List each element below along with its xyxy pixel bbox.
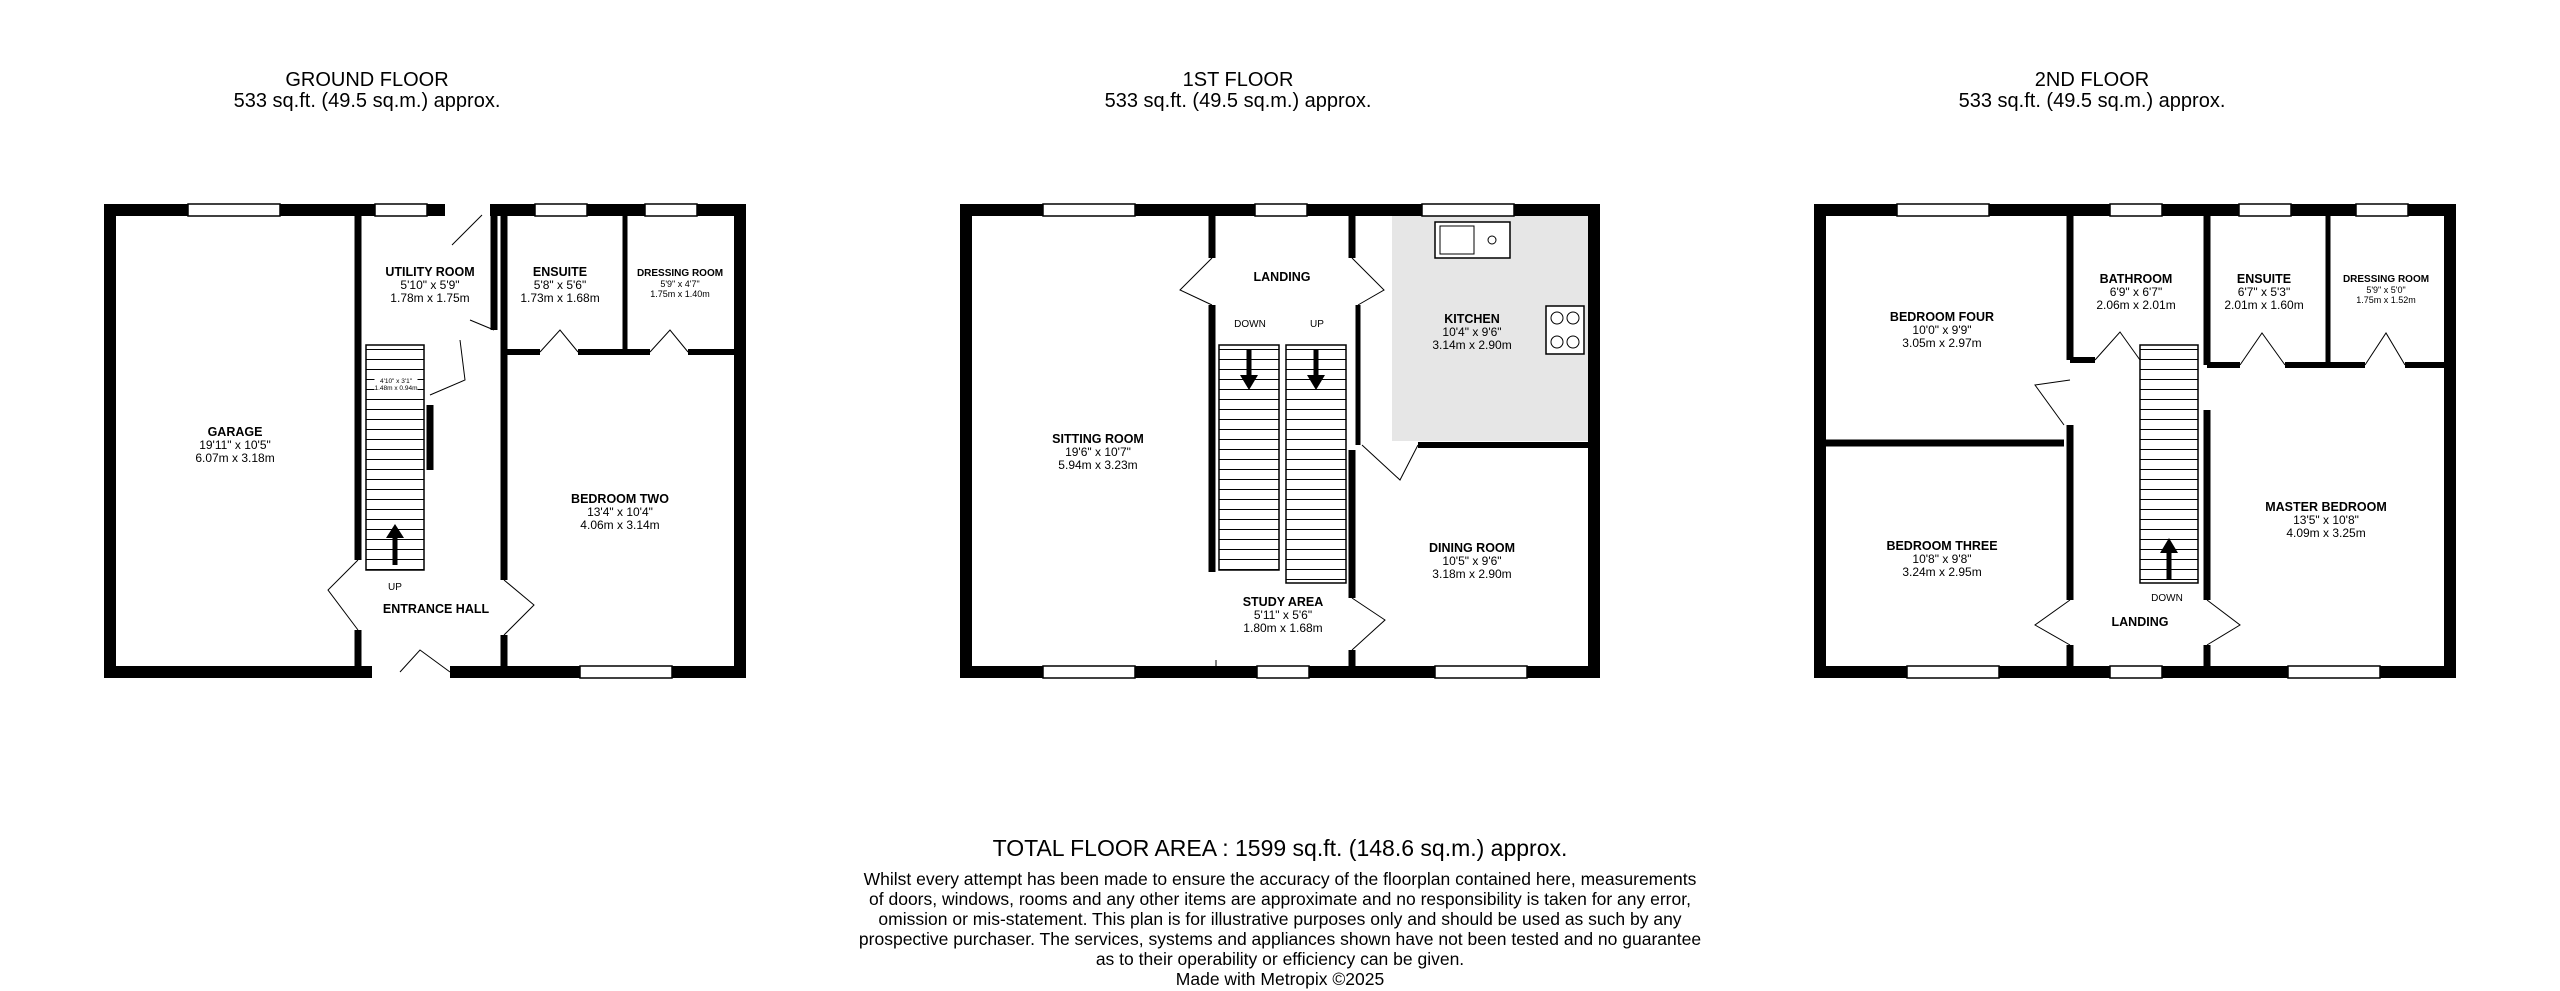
floor-area: 533 sq.ft. (49.5 sq.m.) approx.	[1958, 90, 2226, 112]
floor-title-second	[1942, 70, 2242, 112]
stair-down-label: DOWN	[2151, 593, 2183, 604]
floor-area: 533 sq.ft. (49.5 sq.m.) approx.	[233, 90, 501, 112]
floor-name: 2ND FLOOR	[2034, 69, 2150, 91]
room-label-utility: UTILITY ROOM 5'10" x 5'9" 1.78m x 1.75m	[385, 265, 475, 305]
room-label-garage: GARAGE 19'11" x 10'5" 6.07m x 3.18m	[195, 425, 275, 465]
total-floor-area: TOTAL FLOOR AREA : 1599 sq.ft. (148.6 sq.m.) approx.	[992, 835, 1568, 861]
room-label-kitchen: KITCHEN 10'4" x 9'6" 3.14m x 2.90m	[1432, 312, 1512, 352]
disclaimer-line: prospective purchaser. The services, systems and appliances shown have not been tested and no guarantee	[858, 929, 1702, 949]
stair-up-label: UP	[1310, 319, 1324, 330]
credit: Made with Metropix ©2025	[1175, 969, 1385, 989]
room-label-bedroom-three: BEDROOM THREE 10'8" x 9'8" 3.24m x 2.95m	[1886, 539, 1998, 579]
floor-name: GROUND FLOOR	[285, 69, 449, 91]
room-label-bathroom: BATHROOM 6'9" x 6'7" 2.06m x 2.01m	[2096, 272, 2176, 312]
floor-title-first	[1088, 70, 1388, 112]
room-label-dressing: DRESSING ROOM 5'9" x 4'7" 1.75m x 1.40m	[636, 268, 724, 299]
door-swing-icon	[2035, 332, 2405, 645]
room-label-dressing-2: DRESSING ROOM 5'9" x 5'0" 1.75m x 1.52m	[2342, 274, 2430, 305]
room-label-dining-room: DINING ROOM 10'5" x 9'6" 3.18m x 2.90m	[1428, 541, 1516, 581]
room-label-study-area: STUDY AREA 5'11" x 5'6" 1.80m x 1.68m	[1242, 595, 1324, 635]
disclaimer	[840, 869, 1720, 989]
room-label-landing: LANDING	[1253, 270, 1311, 284]
floor-name: 1ST FLOOR	[1182, 69, 1294, 91]
room-label-ensuite: ENSUITE 5'8" x 5'6" 1.73m x 1.68m	[520, 265, 600, 305]
disclaimer-line: omission or mis-statement. This plan is for illustrative purposes only and should be used as such by any	[878, 909, 1682, 929]
door-swing-icon	[452, 215, 482, 245]
floor-area: 533 sq.ft. (49.5 sq.m.) approx.	[1104, 90, 1372, 112]
disclaimer-line: of doors, windows, rooms and any other items are approximate and no responsibility is taken for any error,	[869, 889, 1691, 909]
room-label-entrance-hall: ENTRANCE HALL	[382, 602, 490, 616]
room-label-sitting-room: SITTING ROOM 19'6" x 10'7" 5.94m x 3.23m	[1052, 432, 1144, 472]
stair-up-label: UP	[388, 582, 402, 593]
hob-icon	[1546, 306, 1584, 354]
room-label-master-bedroom: MASTER BEDROOM 13'5" x 10'8" 4.09m x 3.25m	[2265, 500, 2387, 540]
room-label-bedroom-four: BEDROOM FOUR 10'0" x 9'9" 3.05m x 2.97m	[1889, 310, 1995, 350]
floor-title-ground	[217, 70, 517, 112]
stair-dimension-note: 4'10" x 3'1" 1.48m x 0.94m	[374, 378, 418, 392]
sink-icon	[1435, 222, 1510, 258]
disclaimer-line: Whilst every attempt has been made to ensure the accuracy of the floorplan contained here, measurements	[863, 869, 1697, 889]
room-label-bedroom-two: BEDROOM TWO 13'4" x 10'4" 4.06m x 3.14m	[571, 492, 669, 532]
room-label-ensuite-2: ENSUITE 6'7" x 5'3" 2.01m x 1.60m	[2224, 272, 2304, 312]
stair-down-label: DOWN	[1234, 319, 1266, 330]
room-label-landing-2: LANDING	[2111, 615, 2169, 629]
disclaimer-line: as to their operability or efficiency can be given.	[1095, 949, 1465, 969]
